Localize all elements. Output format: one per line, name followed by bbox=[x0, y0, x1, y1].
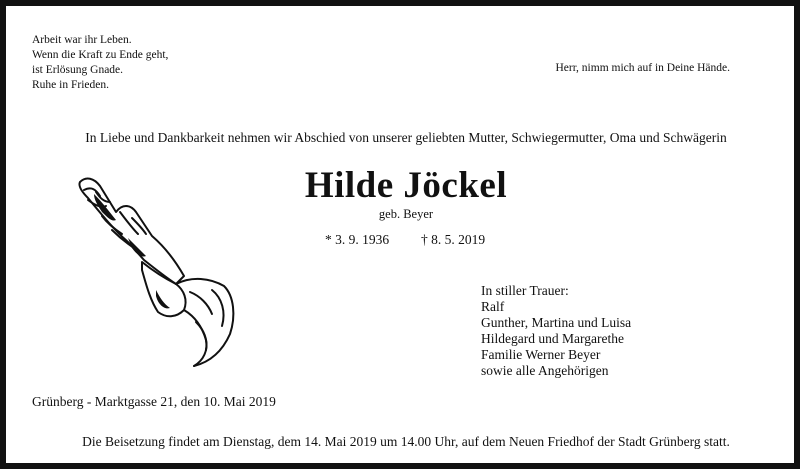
mourners-heading: In stiller Trauer: bbox=[481, 283, 569, 298]
place-and-date: Grünberg - Marktgasse 21, den 10. Mai 2019 bbox=[32, 394, 276, 409]
intro-text: In Liebe und Dankbarkeit nehmen wir Abschied von unserer geliebten Mutter, Schwiegermutter, Oma und Schwägerin bbox=[85, 130, 727, 145]
mourner: sowie alle Angehörigen bbox=[481, 363, 609, 378]
funeral-notice: Die Beisetzung findet am Dienstag, dem 14. Mai 2019 um 14.00 Uhr, auf dem Neuen Friedhof der Stadt Grünberg statt. bbox=[82, 434, 730, 449]
verse-line: Ruhe in Frieden. bbox=[32, 79, 109, 91]
mourner: Hildegard und Margarethe bbox=[481, 331, 624, 346]
verse-line: Wenn die Kraft zu Ende geht, bbox=[32, 49, 169, 61]
mourners-list bbox=[481, 283, 631, 379]
maiden-name: geb. Beyer bbox=[378, 207, 434, 221]
mourner: Familie Werner Beyer bbox=[481, 347, 601, 362]
birth-date: * 3. 9. 1936 bbox=[325, 232, 390, 247]
praying-hands-icon bbox=[72, 172, 238, 372]
bible-quote: Herr, nimm mich auf in Deine Hände. bbox=[555, 62, 730, 74]
verse bbox=[32, 33, 168, 93]
death-date: † 8. 5. 2019 bbox=[421, 232, 486, 247]
mourner: Ralf bbox=[481, 299, 505, 314]
verse-line: ist Erlösung Gnade. bbox=[32, 64, 124, 76]
verse-line: Arbeit war ihr Leben. bbox=[32, 34, 132, 46]
mourner: Gunther, Martina und Luisa bbox=[481, 315, 632, 330]
deceased-name: Hilde Jöckel bbox=[304, 165, 508, 206]
